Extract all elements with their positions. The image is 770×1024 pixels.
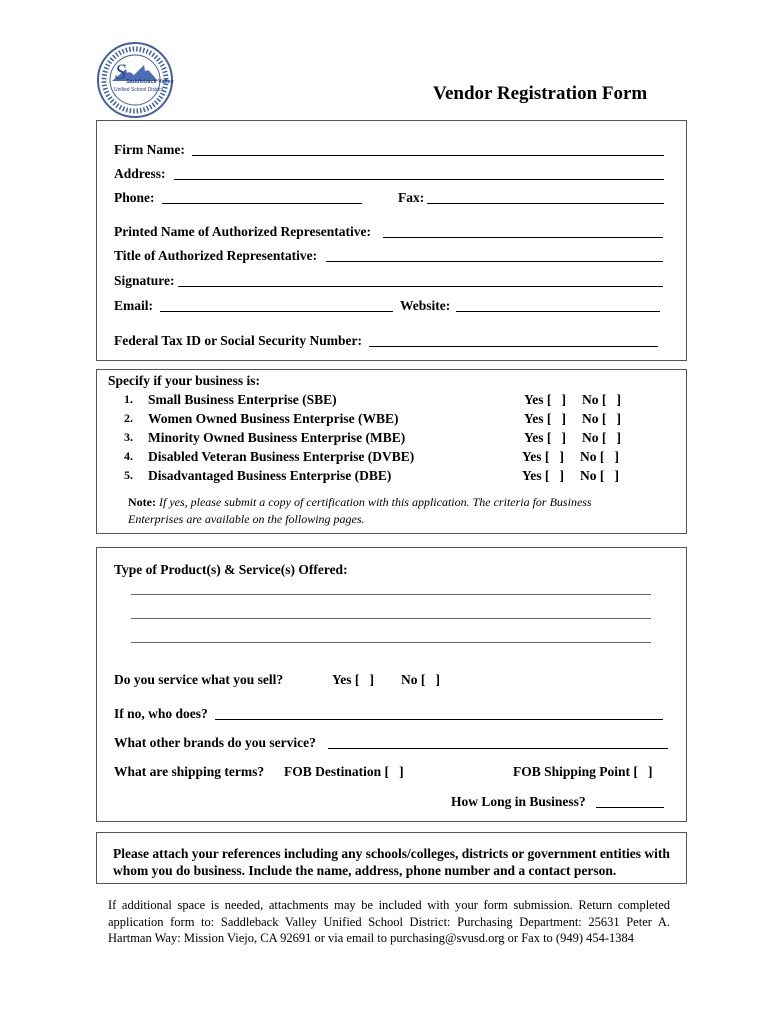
website-line <box>456 311 660 312</box>
logo-text-2: Unified School District <box>114 87 163 93</box>
rep-name-line <box>383 237 663 238</box>
service-no-checkbox[interactable]: No [ ] <box>401 672 440 687</box>
yes-checkbox[interactable]: Yes [ ] <box>524 430 566 445</box>
item-number: 3. <box>124 430 133 444</box>
tax-id-field[interactable] <box>369 332 658 347</box>
other-brands-line <box>328 748 668 749</box>
rep-title-line <box>326 261 663 262</box>
item-number: 5. <box>124 468 133 482</box>
no-checkbox[interactable]: No [ ] <box>580 468 619 483</box>
item-label: Minority Owned Business Enterprise (MBE) <box>148 430 406 445</box>
who-does-line <box>215 719 663 720</box>
certification-note <box>128 494 628 528</box>
form-title: Vendor Registration Form <box>433 83 648 104</box>
fax-line <box>427 203 664 204</box>
tax-id-line <box>369 346 658 347</box>
yes-checkbox[interactable]: Yes [ ] <box>524 392 566 407</box>
firm-name-field[interactable] <box>192 141 664 156</box>
other-brands-field[interactable] <box>328 734 668 749</box>
business-item-mbe <box>108 430 638 449</box>
note-label: Note: <box>128 495 156 509</box>
yes-checkbox[interactable]: Yes [ ] <box>522 468 564 483</box>
how-long-label: How Long in Business? <box>451 794 586 809</box>
phone-label: Phone: <box>114 190 155 205</box>
logo-text-1: Saddleback Valley <box>126 79 174 85</box>
address-label: Address: <box>114 166 166 181</box>
business-item-dbe <box>108 468 638 487</box>
products-heading: Type of Product(s) & Service(s) Offered: <box>114 562 348 577</box>
yes-checkbox[interactable]: Yes [ ] <box>524 411 566 426</box>
rep-title-label: Title of Authorized Representative: <box>114 248 318 263</box>
rep-title-field[interactable] <box>326 247 663 262</box>
address-field[interactable] <box>174 165 664 180</box>
email-field[interactable] <box>160 297 393 312</box>
item-label: Women Owned Business Enterprise (WBE) <box>148 411 399 426</box>
no-checkbox[interactable]: No [ ] <box>582 392 621 407</box>
item-label: Small Business Enterprise (SBE) <box>148 392 337 407</box>
fax-label: Fax: <box>398 190 425 205</box>
signature-label: Signature: <box>114 273 175 288</box>
email-line <box>160 311 393 312</box>
signature-line <box>178 286 663 287</box>
firm-name-line <box>192 155 664 156</box>
business-item-dvbe <box>108 449 638 468</box>
website-field[interactable] <box>456 297 660 312</box>
business-type-heading: Specify if your business is: <box>108 373 261 388</box>
tax-id-label: Federal Tax ID or Social Security Number: <box>114 333 362 348</box>
rep-name-label: Printed Name of Authorized Representative: <box>114 224 371 239</box>
service-yes-checkbox[interactable]: Yes [ ] <box>332 672 374 687</box>
district-logo <box>96 41 174 119</box>
business-item-sbe <box>108 392 638 411</box>
rep-name-field[interactable] <box>383 223 663 238</box>
item-number: 1. <box>124 392 133 406</box>
no-checkbox[interactable]: No [ ] <box>582 430 621 445</box>
email-label: Email: <box>114 298 153 313</box>
phone-line <box>162 203 362 204</box>
business-item-wbe <box>108 411 638 430</box>
svg-text:S: S <box>115 59 126 84</box>
who-does-label: If no, who does? <box>114 706 208 721</box>
item-label: Disadvantaged Business Enterprise (DBE) <box>148 468 392 483</box>
fob-shipping-point-checkbox[interactable]: FOB Shipping Point [ ] <box>513 764 653 779</box>
shipping-terms-label: What are shipping terms? <box>114 764 265 779</box>
note-text: If yes, please submit a copy of certification with this application. The criteria for Business Enterprises are available on the following pages. <box>128 495 592 526</box>
products-line-1 <box>131 594 651 595</box>
signature-field[interactable] <box>178 272 663 287</box>
how-long-line <box>596 807 664 808</box>
service-question: Do you service what you sell? <box>114 672 284 687</box>
address-line <box>174 179 664 180</box>
other-brands-label: What other brands do you service? <box>114 735 316 750</box>
item-number: 4. <box>124 449 133 463</box>
products-line-2 <box>131 618 651 619</box>
how-long-field[interactable] <box>596 793 664 808</box>
business-type-list <box>108 392 638 487</box>
submission-instructions: If additional space is needed, attachments may be included with your form submission. Return completed application form to: Saddleback Valley Unified School District: Purchasing Department: 25631 Peter A. Hartman Way: Mission Viejo, CA 92691 or via email to purchasing@svusd.org or Fax to (949) 454-1384 <box>108 898 670 945</box>
firm-name-label: Firm Name: <box>114 142 185 157</box>
fob-destination-checkbox[interactable]: FOB Destination [ ] <box>284 764 404 779</box>
no-checkbox[interactable]: No [ ] <box>580 449 619 464</box>
website-label: Website: <box>400 298 451 313</box>
who-does-field[interactable] <box>215 705 663 720</box>
item-label: Disabled Veteran Business Enterprise (DVBE) <box>148 449 415 464</box>
item-number: 2. <box>124 411 133 425</box>
products-line-3 <box>131 642 651 643</box>
references-instructions: Please attach your references including any schools/colleges, districts or government entities with whom you do business. Include the name, address, phone number and a contact person. <box>113 846 670 878</box>
no-checkbox[interactable]: No [ ] <box>582 411 621 426</box>
yes-checkbox[interactable]: Yes [ ] <box>522 449 564 464</box>
phone-field[interactable] <box>162 189 362 204</box>
fax-field[interactable] <box>427 189 664 204</box>
